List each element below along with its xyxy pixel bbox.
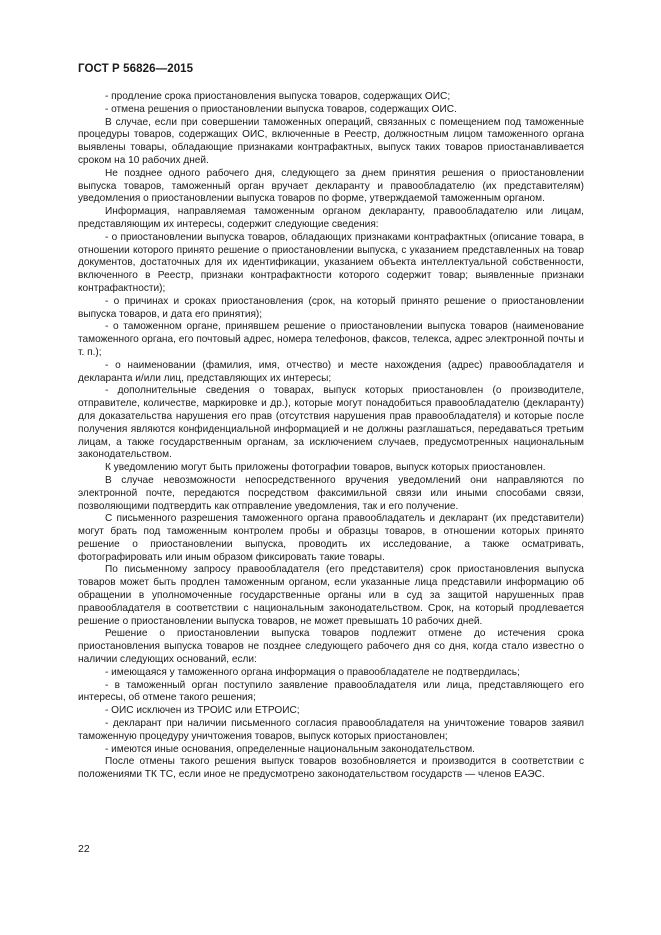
paragraph: Решение о приостановлении выпуска товаров подлежит отмене до истечения срока приостановления выпуска товаров не позднее следующего рабочего дня со дня, когда стало известно о наличии следующих оснований, если: <box>78 628 584 666</box>
paragraph: - о таможенном органе, принявшем решение о приостановлении выпуска товаров (наименование таможенного органа, его почтовый адрес, номера телефонов, факсов, телекса, адрес электронной почты и т. п.); <box>78 321 584 358</box>
paragraph: - о приостановлении выпуска товаров, обладающих признаками контрафактных (описание товара, в отношении которого принято решение о приостановлении выпуска, с указанием представленных на товар документов, достаточных для их идентификации, указанием объекта интеллектуальной собственности, включенного в Реестр, признаки контрафактности которого содержит товар; выявленные признаки контрафактности); <box>78 231 584 294</box>
standard-header: ГОСТ Р 56826—2015 <box>78 63 194 75</box>
paragraph: - декларант при наличии письменного согласия правообладателя на уничтожение товаров заявил таможенную процедуру уничтожения товаров, выпуск которых приостановлен; <box>78 718 584 742</box>
paragraph: С письменного разрешения таможенного органа правообладатель и декларант (их представители) могут брать под таможенным контролем пробы и образцы товаров, в отношении которых принято решение о приостановлении выпуска, проводить их исследование, а также осматривать, фотографировать или иным образом фиксировать такие товары. <box>78 513 584 563</box>
paragraph: - имеются иные основания, определенные национальным законодательством. <box>105 743 475 755</box>
page-number: 22 <box>78 843 90 855</box>
paragraph: В случае невозможности непосредственного вручения уведомлений они направляются по электронной почте, передаются посредством факсимильной связи или иными способами связи, позволяющими подтвердить как отправление уведомления, так и его получение. <box>78 474 584 512</box>
paragraph: К уведомлению могут быть приложены фотографии товаров, выпуск которых приостановлен. <box>105 462 546 474</box>
paragraph: - дополнительные сведения о товарах, выпуск которых приостановлен (о производителе, отправителе, количестве, маркировке и др.), которые могут понадобиться правообладателю (декларанту) для доказательства нарушения его прав (отсутствия нарушения прав правообладателя) и которые после получения являются конфиденциальной информацией и не должны разглашаться, передаваться третьим лицам, а также государственным органам, за исключением случаев, предусмотренных национальным законодательством. <box>78 385 584 461</box>
paragraph: После отмены такого решения выпуск товаров возобновляется и производится в соответствии с положениями ТК ТС, если иное не предусмотрено законодательством государств — членов ЕАЭС. <box>78 756 584 781</box>
paragraph: - отмена решения о приостановлении выпуска товаров, содержащих ОИС. <box>105 103 457 115</box>
paragraph: По письменному запросу правообладателя (его представителя) срок приостановления выпуска товаров может быть продлен таможенным органом, если указанные лица представили информацию об обращении в уполномоченные государственные органы или в суд за защитой нарушенных прав правообладателя в соответствии с национальным законодательством. Срок, на который продлевается решение о приостановлении выпуска товаров, не может превышать 10 рабочих дней. <box>78 564 584 627</box>
paragraph: - ОИС исключен из ТРОИС или ЕТРОИС; <box>105 705 300 717</box>
body-text <box>78 91 584 782</box>
paragraph: - продление срока приостановления выпуска товаров, содержащих ОИС; <box>105 91 451 102</box>
paragraph: - о наименовании (фамилия, имя, отчество) и месте нахождения (адрес) правообладателя и декларанта и/или лиц, представляющих их интересы; <box>78 359 584 384</box>
paragraph: Не позднее одного рабочего дня, следующего за днем принятия решения о приостановлении выпуска товаров, таможенный орган вручает декларанту и правообладателю (их представителям) уведомления о приостановлении выпуска товаров по форме, утверждаемой таможенным органом. <box>78 167 584 205</box>
paragraph: Информация, направляемая таможенным органом декларанту, правообладателю или лицам, представляющим их интересы, содержит следующие сведения: <box>78 206 584 230</box>
paragraph: - о причинах и сроках приостановления (срок, на который принято решение о приостановлении выпуска товаров, и дата его принятия); <box>78 295 584 320</box>
paragraph: В случае, если при совершении таможенных операций, связанных с помещением под таможенные процедуры товаров, содержащих ОИС, включенные в Реестр, должностным лицом таможенного органа выявлены товары, обладающие признаками контрафактных, выпуск таких товаров приостанавливается сроком на 10 рабочих дней. <box>78 116 584 166</box>
paragraph: - в таможенный орган поступило заявление правообладателя или лица, представляющего его интересы, об отмене такого решения; <box>78 679 584 704</box>
paragraph: - имеющаяся у таможенного органа информация о правообладателе не подтвердилась; <box>105 666 520 678</box>
